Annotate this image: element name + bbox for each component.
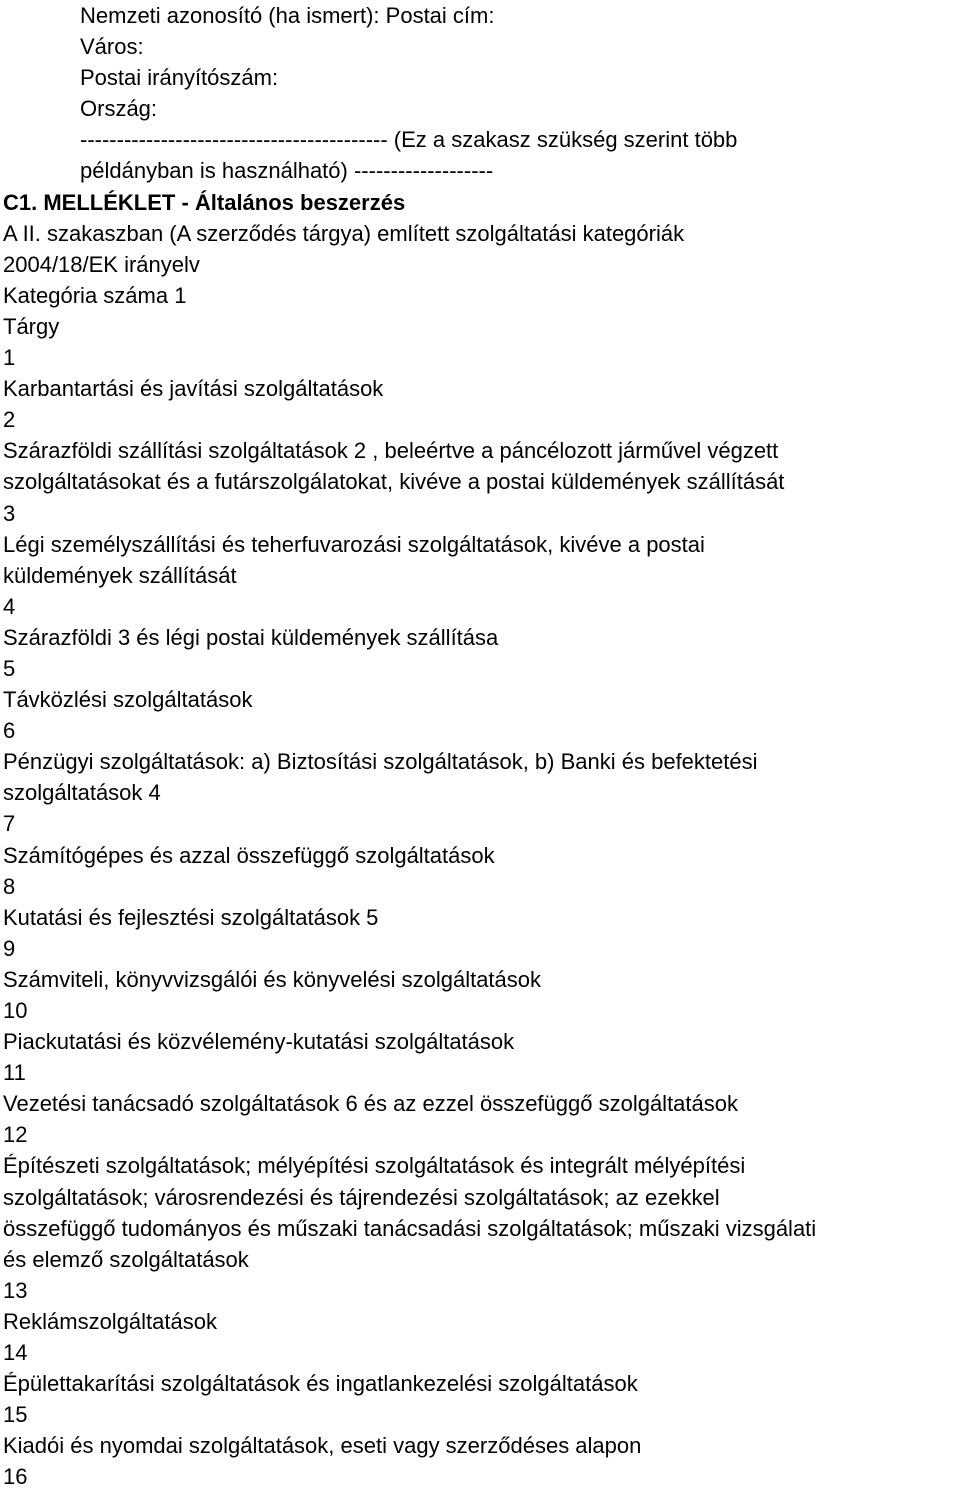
category-number: 2: [3, 407, 16, 433]
directive-reference: 2004/18/EK irányelv: [3, 251, 200, 277]
category-description: Karbantartási és javítási szolgáltatások: [3, 376, 384, 402]
category-number: 9: [3, 935, 16, 961]
category-description: és elemző szolgáltatások: [3, 1246, 249, 1272]
category-description: Építészeti szolgáltatások; mélyépítési szolgáltatások és integrált mélyépítési: [3, 1153, 746, 1179]
header-city: Város:: [80, 34, 144, 60]
category-description: szolgáltatásokat és a futárszolgálatokat, kivéve a postai küldemények szállítását: [3, 469, 785, 495]
category-description: Számviteli, könyvvizsgálói és könyvelési szolgáltatások: [3, 966, 542, 992]
category-description: Reklámszolgáltatások: [3, 1308, 217, 1334]
category-list: [0, 342, 960, 1492]
header-separator-note-cont: példányban is használható) -------------------: [80, 158, 494, 184]
category-description: Szárazföldi szállítási szolgáltatások 2 , beleértve a páncélozott járművel végzett: [3, 438, 779, 464]
category-description: Számítógépes és azzal összefüggő szolgáltatások: [3, 842, 495, 868]
category-number: 10: [3, 998, 28, 1023]
header-country: Ország:: [80, 96, 158, 122]
subject-label: Tárgy: [3, 313, 60, 339]
category-description: Piackutatási és közvélemény-kutatási szolgáltatások: [3, 1029, 515, 1055]
category-number: 14: [3, 1340, 28, 1366]
header-national-id-postal-address: Nemzeti azonosító (ha ismert): Postai cím:: [80, 3, 495, 28]
category-number: 11: [3, 1060, 26, 1086]
annex-title: C1. MELLÉKLET - Általános beszerzés: [3, 189, 406, 215]
category-description: összefüggő tudományos és műszaki tanácsadási szolgáltatások; műszaki vizsgálati: [3, 1215, 817, 1241]
category-number: 5: [3, 655, 16, 681]
header-separator-note: ------------------------------------------ (Ez a szakasz szükség szerint több: [80, 127, 738, 153]
category-description: Vezetési tanácsadó szolgáltatások 6 és az ezzel összefüggő szolgáltatások: [3, 1091, 739, 1117]
category-number: 16: [3, 1464, 28, 1490]
category-number: 1: [3, 345, 16, 371]
category-number: 3: [3, 500, 16, 526]
category-description: Távközlési szolgáltatások: [3, 687, 253, 713]
category-description: Kutatási és fejlesztési szolgáltatások 5: [3, 904, 379, 930]
category-description: szolgáltatások; városrendezési és tájrendezési szolgáltatások; az ezekkel: [3, 1184, 720, 1210]
category-description: Kiadói és nyomdai szolgáltatások, eseti vagy szerződéses alapon: [3, 1433, 642, 1459]
category-description: küldemények szállítását: [3, 562, 237, 588]
category-number: 7: [3, 811, 16, 837]
header-postal-code: Postai irányítószám:: [80, 65, 279, 91]
category-description: Légi személyszállítási és teherfuvarozási szolgáltatások, kivéve a postai: [3, 531, 705, 557]
category-description: Szárazföldi 3 és légi postai küldemények szállítása: [3, 624, 499, 650]
category-description: szolgáltatások 4: [3, 780, 161, 806]
category-number: 15: [3, 1402, 28, 1428]
category-description: Pénzügyi szolgáltatások: a) Biztosítási szolgáltatások, b) Banki és befektetési: [3, 749, 758, 775]
intro-text: A II. szakaszban (A szerződés tárgya) említett szolgáltatási kategóriák: [3, 220, 685, 246]
category-number: 12: [3, 1122, 28, 1148]
category-number: 13: [3, 1277, 28, 1303]
category-number: 8: [3, 873, 16, 899]
category-number: 6: [3, 718, 16, 744]
category-description: Épülettakarítási szolgáltatások és ingatlankezelési szolgáltatások: [3, 1371, 638, 1397]
category-number: 4: [3, 593, 16, 619]
category-number-label: Kategória száma 1: [3, 282, 187, 308]
